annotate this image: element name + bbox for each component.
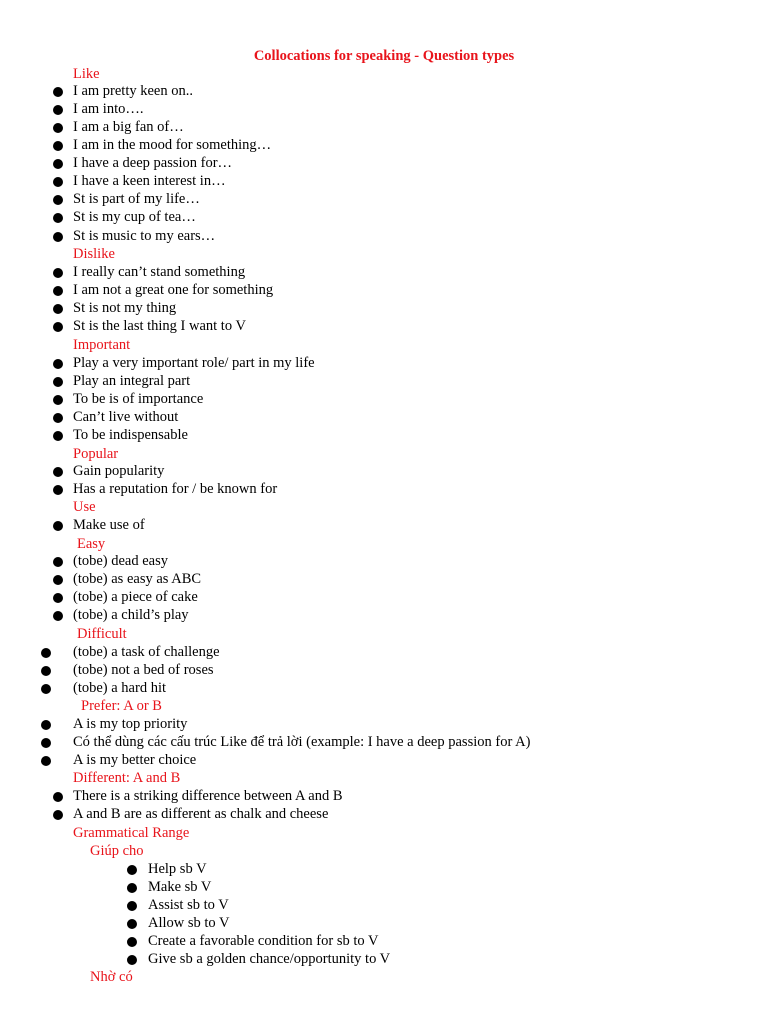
- list-item: A is my better choice: [73, 752, 197, 768]
- section-heading-dislike: Dislike: [73, 246, 115, 262]
- subsection-heading-giup-cho: Giúp cho: [90, 843, 144, 859]
- bullet-icon: [127, 883, 137, 893]
- list-item: Make use of: [73, 517, 145, 533]
- list-item: (tobe) dead easy: [73, 553, 169, 569]
- section-heading-like: Like: [73, 66, 100, 82]
- list-item: (tobe) a piece of cake: [73, 589, 198, 605]
- bullet-icon: [53, 268, 63, 278]
- bullet-icon: [53, 521, 63, 531]
- section-heading-important: Important: [73, 337, 131, 353]
- bullet-icon: [53, 322, 63, 332]
- list-item: St is my cup of tea…: [73, 209, 196, 225]
- list-item: St is not my thing: [73, 300, 177, 316]
- bullet-icon: [53, 467, 63, 477]
- bullet-icon: [127, 901, 137, 911]
- bullet-icon: [53, 485, 63, 495]
- bullet-icon: [53, 213, 63, 223]
- bullet-icon: [41, 738, 51, 748]
- bullet-icon: [53, 792, 63, 802]
- list-item: I have a keen interest in…: [73, 173, 226, 189]
- bullet-icon: [53, 593, 63, 603]
- section-heading-different: Different: A and B: [73, 770, 181, 786]
- bullet-icon: [127, 865, 137, 875]
- list-item: St is music to my ears…: [73, 228, 216, 244]
- list-item: To be indispensable: [73, 427, 188, 443]
- bullet-icon: [53, 232, 63, 242]
- bullet-icon: [127, 937, 137, 947]
- section-heading-popular: Popular: [73, 446, 119, 462]
- list-item: There is a striking difference between A and B: [73, 788, 343, 804]
- list-item: I have a deep passion for…: [73, 155, 233, 171]
- list-item: I really can’t stand something: [73, 264, 246, 280]
- section-heading-grammatical-range: Grammatical Range: [73, 825, 190, 841]
- list-item: (tobe) as easy as ABC: [73, 571, 202, 587]
- list-item: Gain popularity: [73, 463, 165, 479]
- list-item: (tobe) a child’s play: [73, 607, 189, 623]
- list-item: St is the last thing I want to V: [73, 318, 246, 334]
- list-item: A and B are as different as chalk and cheese: [73, 806, 329, 822]
- list-item: Assist sb to V: [148, 897, 229, 913]
- section-heading-use: Use: [73, 499, 96, 515]
- list-item: Create a favorable condition for sb to V: [148, 933, 379, 949]
- bullet-icon: [53, 105, 63, 115]
- section-heading-prefer: Prefer: A or B: [81, 698, 162, 714]
- list-item: (tobe) a hard hit: [73, 680, 167, 696]
- list-item: Allow sb to V: [148, 915, 230, 931]
- bullet-icon: [53, 413, 63, 423]
- bullet-icon: [53, 304, 63, 314]
- bullet-icon: [53, 359, 63, 369]
- list-item: Has a reputation for / be known for: [73, 481, 278, 497]
- section-heading-difficult: Difficult: [77, 626, 127, 642]
- list-item: Make sb V: [148, 879, 212, 895]
- bullet-icon: [53, 810, 63, 820]
- document-title: Collocations for speaking - Question types: [253, 48, 515, 64]
- bullet-icon: [127, 955, 137, 965]
- bullet-icon: [53, 177, 63, 187]
- bullet-icon: [53, 141, 63, 151]
- bullet-icon: [41, 648, 51, 658]
- subsection-heading-nho-co: Nhờ có: [90, 969, 133, 985]
- bullet-icon: [53, 377, 63, 387]
- list-item: Play a very important role/ part in my life: [73, 355, 315, 371]
- list-item: Give sb a golden chance/opportunity to V: [148, 951, 391, 967]
- list-item: Play an integral part: [73, 373, 191, 389]
- list-item: St is part of my life…: [73, 191, 200, 207]
- bullet-icon: [53, 431, 63, 441]
- list-item: (tobe) not a bed of roses: [73, 662, 214, 678]
- list-item: A is my top priority: [73, 716, 188, 732]
- bullet-icon: [53, 611, 63, 621]
- bullet-icon: [41, 756, 51, 766]
- bullet-icon: [41, 684, 51, 694]
- list-item: I am a big fan of…: [73, 119, 184, 135]
- list-item: Help sb V: [148, 861, 207, 877]
- bullet-icon: [41, 666, 51, 676]
- list-item: I am pretty keen on..: [73, 83, 193, 99]
- list-item: Có thể dùng các cấu trúc Like để trả lời (example: I have a deep passion for A): [73, 734, 531, 750]
- bullet-icon: [53, 195, 63, 205]
- bullet-icon: [53, 575, 63, 585]
- list-item: To be is of importance: [73, 391, 204, 407]
- bullet-icon: [53, 159, 63, 169]
- bullet-icon: [53, 557, 63, 567]
- list-item: I am not a great one for something: [73, 282, 274, 298]
- list-item: I am in the mood for something…: [73, 137, 272, 153]
- list-item: (tobe) a task of challenge: [73, 644, 220, 660]
- list-item: I am into….: [73, 101, 144, 117]
- section-heading-easy: Easy: [77, 536, 106, 552]
- bullet-icon: [53, 395, 63, 405]
- list-item: Can’t live without: [73, 409, 179, 425]
- bullet-icon: [41, 720, 51, 730]
- bullet-icon: [53, 286, 63, 296]
- bullet-icon: [127, 919, 137, 929]
- bullet-icon: [53, 87, 63, 97]
- bullet-icon: [53, 123, 63, 133]
